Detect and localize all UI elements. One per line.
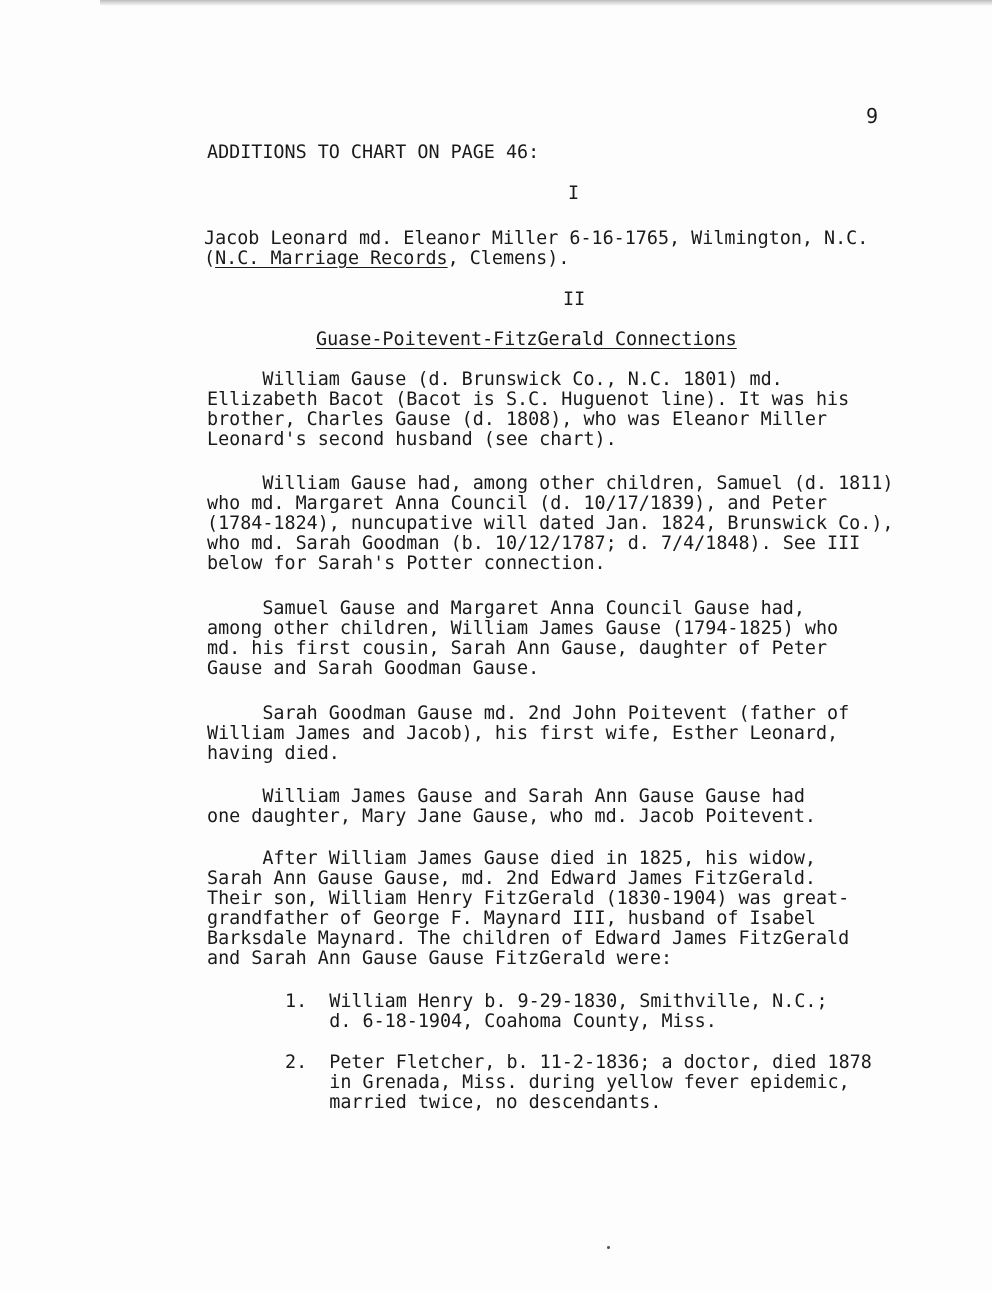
paragraph-6-line-6: and Sarah Ann Gause Gause FitzGerald were: (207, 948, 673, 969)
list-item-2-line-3: married twice, no descendants. (285, 1092, 662, 1113)
paragraph-3-line-3: md. his first cousin, Sarah Ann Gause, daughter of Peter (207, 638, 828, 659)
page-number: 9 (866, 104, 879, 128)
paragraph-6-line-3: Their son, William Henry FitzGerald (1830-1904) was great- (207, 888, 850, 909)
paragraph-5-line-1: William James Gause and Sarah Ann Gause Gause had (207, 786, 805, 807)
paragraph-6-line-1: After William James Gause died in 1825, his widow, (207, 848, 816, 869)
marriage-record-line-2 (204, 249, 569, 269)
list-item-2-line-1: 2. Peter Fletcher, b. 11-2-1836; a doctor, died 1878 (285, 1052, 872, 1073)
list-item-1-line-1: 1. William Henry b. 9-29-1830, Smithville, N.C.; (285, 991, 828, 1012)
marriage-records-source-title: N.C. Marriage Records (215, 248, 448, 269)
paragraph-2-line-4: who md. Sarah Goodman (b. 10/12/1787; d. 7/4/1848). See III (207, 533, 861, 554)
section-numeral-two: II (563, 289, 586, 310)
paragraph-6-line-5: Barksdale Maynard. The children of Edward James FitzGerald (207, 928, 850, 949)
paragraph-6-line-4: grandfather of George F. Maynard III, husband of Isabel (207, 908, 816, 929)
paragraph-1-line-2: Ellizabeth Bacot (Bacot is S.C. Huguenot line). It was his (207, 389, 850, 410)
paragraph-2-line-2: who md. Margaret Anna Council (d. 10/17/1839), and Peter (207, 493, 828, 514)
paragraph-4-line-3: having died. (207, 743, 340, 764)
paragraph-3-line-1: Samuel Gause and Margaret Anna Council Gause had, (207, 598, 805, 619)
paragraph-1-line-1: William Gause (d. Brunswick Co., N.C. 1801) md. (207, 369, 783, 390)
paragraph-6-line-2: Sarah Ann Gause Gause, md. 2nd Edward James FitzGerald. (207, 868, 816, 889)
scan-speck (607, 1246, 610, 1249)
paragraph-1-line-4: Leonard's second husband (see chart). (207, 429, 617, 450)
list-item-2-line-2: in Grenada, Miss. during yellow fever epidemic, (285, 1072, 850, 1093)
paragraph-2-line-3: (1784-1824), nuncupative will dated Jan. 1824, Brunswick Co.), (207, 513, 894, 534)
paragraph-1-line-3: brother, Charles Gause (d. 1808), who was Eleanor Miller (207, 409, 828, 430)
marriage-record-close: , Clemens). (447, 248, 570, 269)
section-title: Guase-Poitevent-FitzGerald Connections (316, 329, 737, 350)
paragraph-3-line-4: Gause and Sarah Goodman Gause. (207, 658, 540, 679)
paragraph-5-line-2: one daughter, Mary Jane Gause, who md. Jacob Poitevent. (207, 806, 816, 827)
marriage-record-line-1: Jacob Leonard md. Eleanor Miller 6-16-1765, Wilmington, N.C. (204, 228, 869, 249)
paragraph-2-line-1: William Gause had, among other children, Samuel (d. 1811) (207, 473, 894, 494)
marriage-record-open-paren: ( (204, 248, 216, 269)
paragraph-4-line-1: Sarah Goodman Gause md. 2nd John Poitevent (father of (207, 703, 850, 724)
section-numeral-one: I (568, 183, 580, 204)
paragraph-2-line-5: below for Sarah's Potter connection. (207, 553, 606, 574)
list-item-1-line-2: d. 6-18-1904, Coahoma County, Miss. (285, 1011, 717, 1032)
paragraph-3-line-2: among other children, William James Gause (1794-1825) who (207, 618, 839, 639)
scan-edge-shadow (100, 0, 992, 6)
page-heading: ADDITIONS TO CHART ON PAGE 46: (207, 142, 540, 163)
paragraph-4-line-2: William James and Jacob), his first wife, Esther Leonard, (207, 723, 839, 744)
